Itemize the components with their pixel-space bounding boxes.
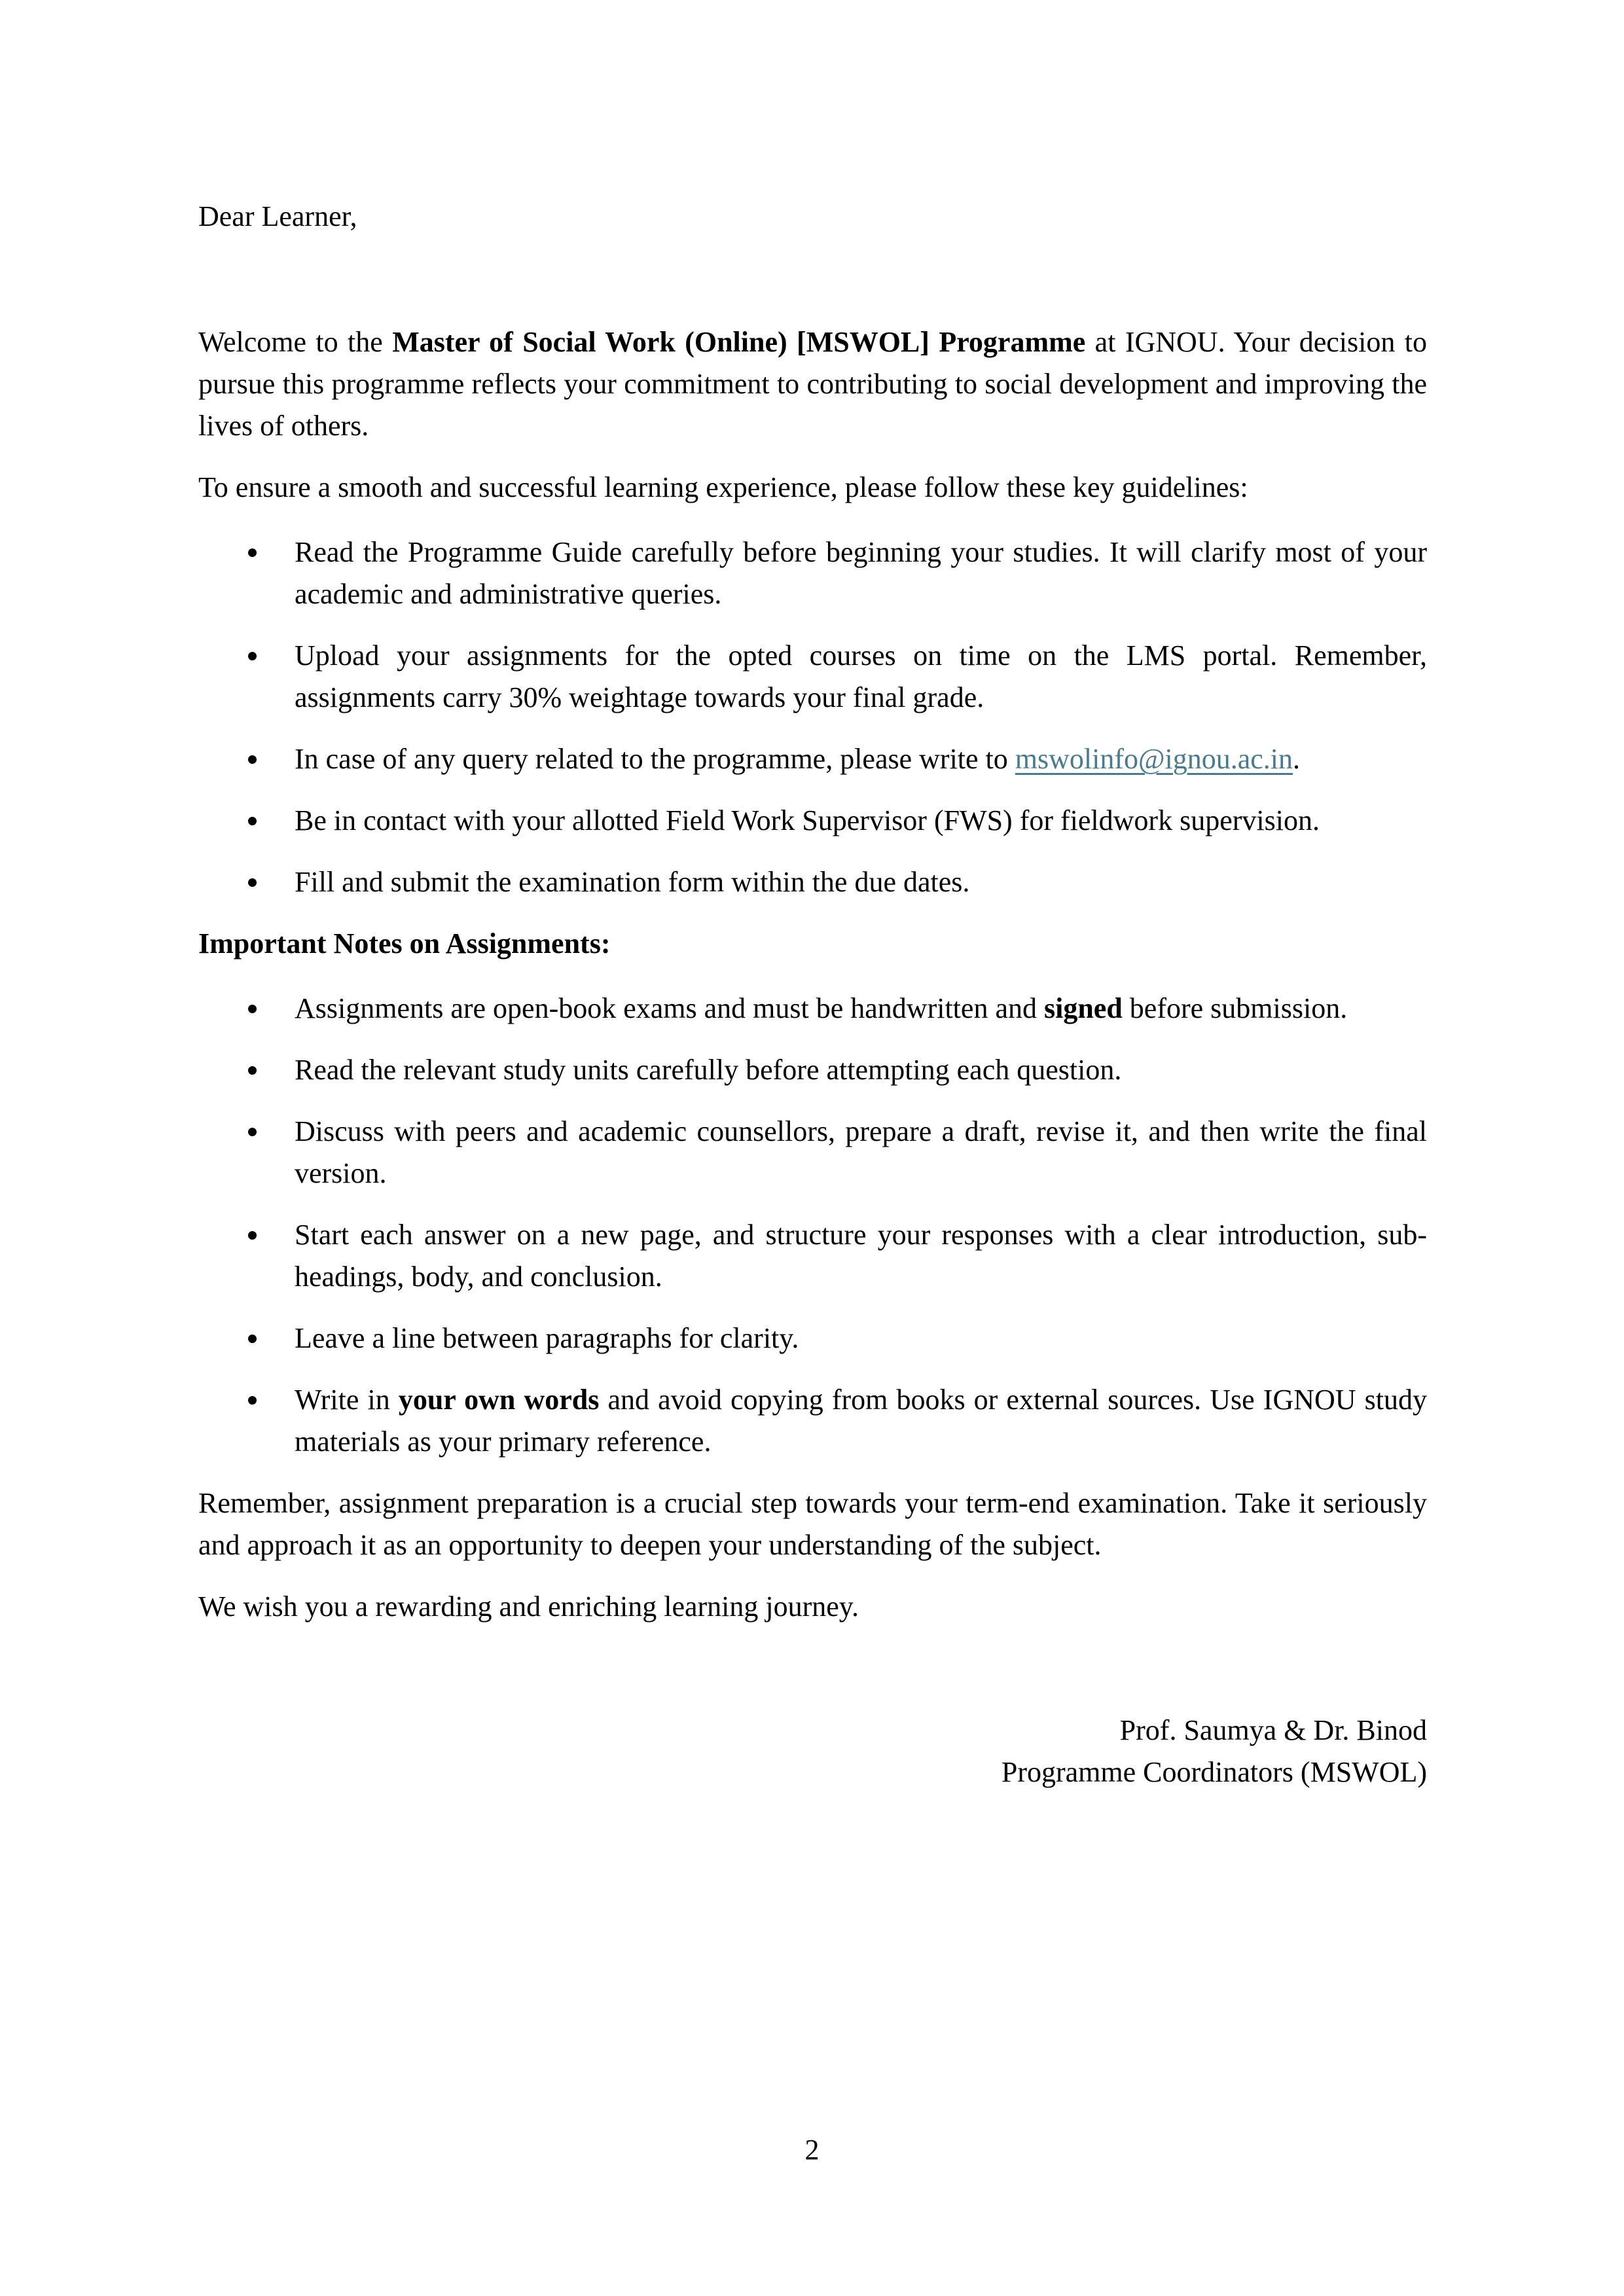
list-item-text: Upload your assignments for the opted courses on time on the LMS portal. Remember, assignments carry 30% weightage towards your final grade. [295,639,1427,713]
page-number: 2 [804,2134,820,2166]
list-item-field-work-supervisor [198,800,1427,842]
email-link[interactable]: mswolinfo@ignou.ac.in [1015,743,1293,775]
list-item-text-pre: Write in [295,1384,399,1416]
list-item-text: Leave a line between paragraphs for clarity. [295,1322,799,1354]
salutation: Dear Learner, [198,200,357,232]
list-item-examination-form [198,861,1427,903]
signature-role: Programme Coordinators (MSWOL) [1001,1756,1427,1788]
list-item-read-study-units [198,1049,1427,1091]
list-item-text: Discuss with peers and academic counsellors, prepare a draft, revise it, and then write the final version. [295,1115,1427,1189]
list-item-text: Read the Programme Guide carefully before beginning your studies. It will clarify most of your academic and administrative queries. [295,536,1427,610]
closing-paragraph-wish: We wish you a rewarding and enriching learning journey. [198,1590,859,1623]
list-item-upload-assignments [198,635,1427,719]
list-item-text: Fill and submit the examination form within the due dates. [295,866,970,898]
list-item-read-programme-guide [198,531,1427,615]
list-item-text-post: and avoid copying from books or external sources. Use IGNOU study materials as your primary reference. [295,1384,1427,1458]
list-item-text: Be in contact with your allotted Field Work Supervisor (FWS) for fieldwork supervision. [295,804,1320,836]
notes-list [198,988,1427,1463]
signed-bold: signed [1043,992,1123,1024]
guidelines-intro: To ensure a smooth and successful learning experience, please follow these key guidelines: [198,471,1248,503]
list-item-text-post: . [1293,743,1301,775]
closing-paragraph-remember: Remember, assignment preparation is a crucial step towards your term-end examination. Take it seriously and approach it as an opportunity to deepen your understanding of the subject. [198,1487,1427,1561]
list-item-text: Read the relevant study units carefully before attempting each question. [295,1054,1122,1086]
signature-names: Prof. Saumya & Dr. Binod [1119,1714,1427,1746]
signature-block [198,1710,1427,1793]
notes-heading: Important Notes on Assignments: [198,927,611,960]
list-item-text: Start each answer on a new page, and structure your responses with a clear introduction, sub-headings, body, and conclusion. [295,1219,1427,1293]
list-item-text-pre: In case of any query related to the programme, please write to [295,743,1015,775]
list-item-new-page [198,1214,1427,1298]
list-item-discuss-peers [198,1111,1427,1194]
welcome-text-post: at IGNOU. Your decision to pursue this programme reflects your commitment to contributing to social development and improving the lives of others. [198,326,1427,442]
list-item-leave-line [198,1318,1427,1359]
welcome-text-pre: Welcome to the [198,326,393,358]
list-item-query-email [198,738,1427,780]
list-item-text-post: before submission. [1122,992,1348,1024]
guidelines-list [198,531,1427,903]
programme-name-bold: Master of Social Work (Online) [MSWOL] Programme [392,326,1086,358]
list-item-text-pre: Assignments are open-book exams and must be handwritten and [295,992,1044,1024]
welcome-paragraph [198,321,1427,447]
list-item-open-book [198,988,1427,1030]
own-words-bold: your own words [398,1384,600,1416]
list-item-own-words [198,1379,1427,1463]
